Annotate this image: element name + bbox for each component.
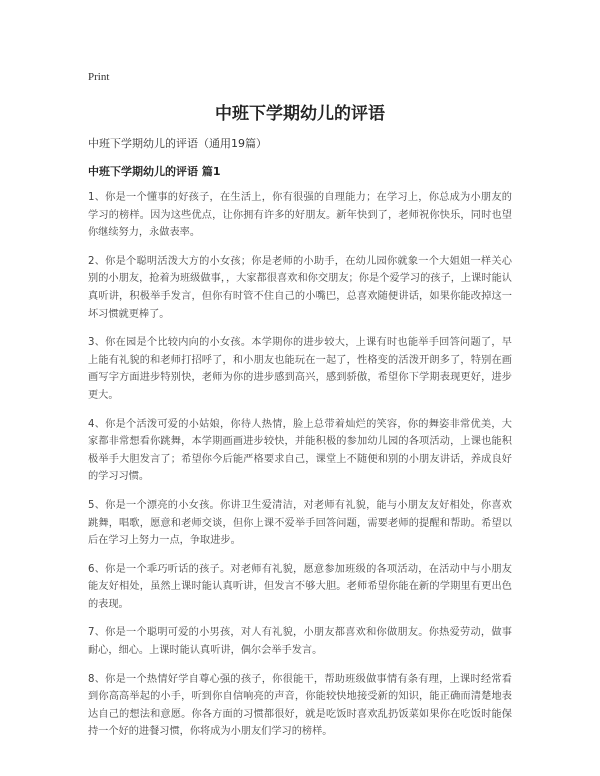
section-heading: 中班下学期幼儿的评语 篇1: [88, 165, 221, 178]
paragraph-5: 5、你是一个漂亮的小女孩。你讲卫生爱清洁，对老师有礼貌，能与小朋友友好相处，你喜欢跳舞，唱歌，愿意和老师交谈，但你上课不爱举手回答问题，需要老师的提醒和帮助。希望以后在学习上努力一点，争取进步。: [88, 499, 512, 547]
paragraph-7: 7、你是一个聪明可爱的小男孩，对人有礼貌，小朋友都喜欢和你做朋友。你热爱劳动，做事耐心，细心。上课时能认真听讲，偶尔会举手发言。: [88, 627, 512, 657]
document-subtitle: 中班下学期幼儿的评语（通用19篇）: [88, 137, 267, 150]
paragraph-3: 3、你在园是个比较内向的小女孩。本学期你的进步较大，上课有时也能举手回答问题了，早上能有礼貌的和老师打招呼了，和小朋友也能玩在一起了，性格变的活泼开朗多了，特别在画画写字方面进步特别快，老师为你的进步感到高兴，感到骄傲，希望你下学期表现更好，进步更大。: [88, 337, 512, 401]
page-title: 中班下学期幼儿的评语: [215, 104, 385, 124]
print-link[interactable]: Print: [88, 71, 110, 83]
document-page: [88, 70, 512, 752]
paragraph-list: [88, 189, 512, 741]
paragraph-4: 4、你是个活泼可爱的小姑娘，你待人热情，脸上总带着灿烂的笑容，你的舞姿非常优美，大家都非常想看你跳舞，本学期画画进步较快，并能积极的参加幼儿园的各项活动，上课也能积极举手大胆发言了；希望你今后能严格要求自己，课堂上不随便和别的小朋友讲话，养成良好的学习习惯。: [88, 418, 512, 483]
paragraph-6: 6、你是一个乖巧听话的孩子。对老师有礼貌，愿意参加班级的各项活动，在活动中与小朋友能友好相处，虽然上课时能认真听讲，但发言不够大胆。老师希望你能在新的学期里有更出色的表现。: [88, 563, 512, 610]
paragraph-8: 8、你是一个热情好学自尊心强的孩子，你很能干，帮助班级做事情有条有理，上课时经常看到你高高举起的小手，听到你自信响亮的声音，你能较快地接受新的知识，能正确而清楚地表达自己的想法和意愿。你各方面的习惯都很好，就是吃饭时喜欢乱扔饭菜如果你在吃饭时能保持一个好的进餐习惯，你将成为小朋友们学习的榜样。: [88, 673, 512, 738]
paragraph-2: 2、你是个聪明活泼大方的小女孩；你是老师的小助手，在幼儿园你就象一个大姐姐一样关心别的小朋友，抢着为班级做事，，大家都很喜欢和你交朋友；你是个爱学习的孩子，上课时能认真听讲，积极举手发言，但你有时管不住自己的小嘴巴，总喜欢随便讲话，如果你能改掉这一坏习惯就更棒了。: [88, 255, 512, 320]
paragraph-1: 1、你是一个懂事的好孩子，在生活上，你有很强的自理能力；在学习上，你总成为小朋友的学习的榜样。因为这些优点，让你拥有许多的好朋友。新年快到了，老师祝你快乐，同时也望你继续努力，永做表率。: [88, 192, 512, 239]
